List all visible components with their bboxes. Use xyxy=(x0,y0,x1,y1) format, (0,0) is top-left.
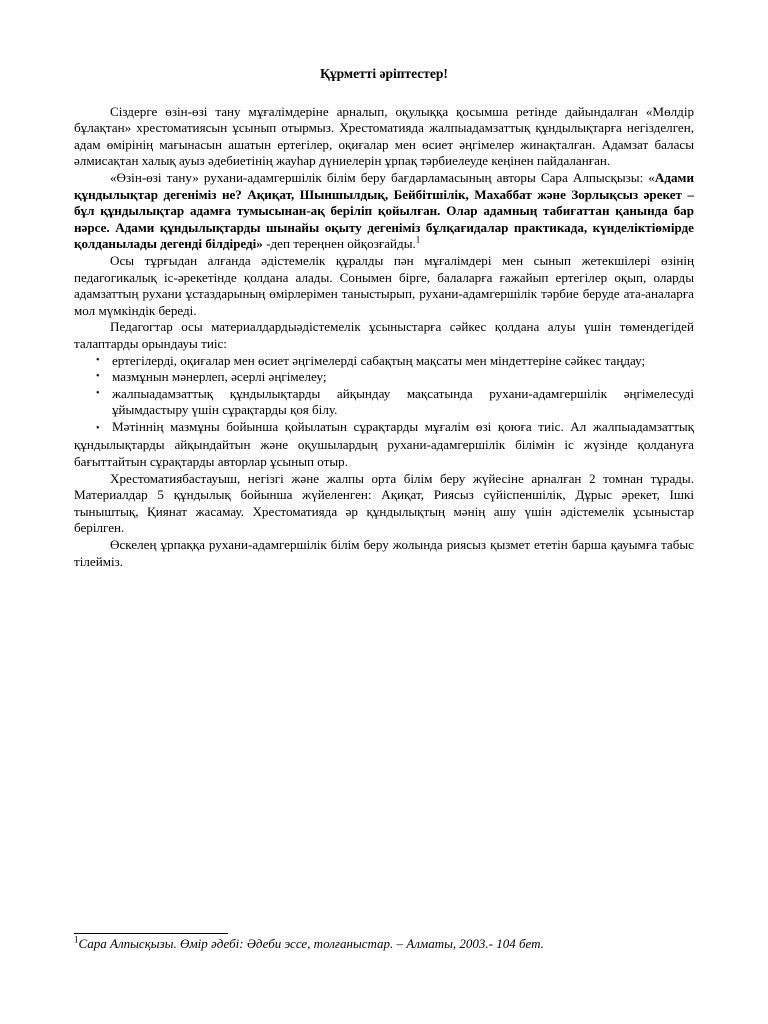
footnote-mark: 1 xyxy=(74,934,79,945)
page-title: Құрметті әріптестер! xyxy=(320,66,448,81)
footnote-reference: 1 xyxy=(415,234,421,245)
paragraph-quote xyxy=(74,170,694,253)
list-item-text: жалпыадамзаттық құндылықтарды айқындау мақсатында рухани-адамгершілік әңгімелесуді ұйымдастыру үшін сұрақтарды қоя білу. xyxy=(112,385,694,418)
list-item xyxy=(74,386,694,419)
list-item xyxy=(74,419,694,471)
list-item-text: ертегілерді, оқиғалар мен өсиет әңгімелерді сабақтың мақсаты мен міндеттеріне сәйкес таңдау; xyxy=(112,352,646,368)
footnote-text: Сара Алпысқызы. Өмір әдебі: Әдеби эссе, толғаныстар. – Алматы, 2003.- 104 бет. xyxy=(78,936,544,951)
footnote xyxy=(74,936,694,952)
bullet-icon: • xyxy=(96,387,100,399)
quote-end: -деп тереңнен ойқозғайды. xyxy=(262,236,416,252)
paragraph-structure: Хрестоматиябастауыш, негізгі және жалпы орта білім беру жүйесіне арналған 2 томнан тұрады. Материалдар 5 құндылық бойынша жүйеленген: Ақиқат, Риясыз сүйіспеншілік, Дұрыс әрекет, Ішкі тыныштық, Қиянат жасамау. Хрестоматияда әр құндылықтың мәнің ашу үшін әдістемелік ұсыныстар берілген. xyxy=(74,470,694,536)
list-item xyxy=(74,353,694,370)
paragraph-closing: Өскелең ұрпаққа рухани-адамгершілік білім беру жолында риясыз қызмет ететін барша қауымға табыс тілейміз. xyxy=(74,537,694,569)
document-body xyxy=(74,66,694,570)
paragraph-requirements: Педагогтар осы материалдардыәдістемелік ұсыныстарға сәйкес қолдана алуы үшін төмендегідей талаптарды орындауы тиіс: xyxy=(74,319,694,351)
paragraph-intro: Сіздерге өзін-өзі тану мұғалімдеріне арналып, оқулыққа қосымша ретінде дайындалған «Мөлдір бұлақтан» хрестоматиясын ұсынып отырмыз. Хрестоматияда жалпыадамзаттық құндылықтарға негізделген, адам өмірінің мағынасын ашатын ертегілер, оқиғалар мен өсиет әңгімелер жинақталған. Адамзат баласы әлмисақтан халық ауыз әдебиетінің жауһар дүниелерін ұрпақ тәрбиелеуде кеңінен пайдаланған. xyxy=(74,103,694,169)
list-item xyxy=(74,369,694,386)
list-item-text: мазмұнын мәнерлеп, әсерлі әңгімелеу; xyxy=(112,369,327,385)
bullet-icon: • xyxy=(96,422,100,434)
footnote-divider xyxy=(74,933,228,934)
bullet-icon: • xyxy=(96,371,100,383)
bullet-icon: • xyxy=(96,354,100,366)
quote-intro: «Өзін-өзі тану» рухани-адамгершілік білім беру бағдарламасының авторы Сара Алпысқызы: « xyxy=(110,169,655,185)
list-item-text: Мәтіннің мазмұны бойынша қойылатын сұрақтарды мұғалім өзі қоюға тиіс. Ал жалпыадамзаттық құндылықтарды айқындайтын және оқушылардың рухани-адамгершілік білімін іс жүзінде қолдануға бағыттайтын сұрақтарды авторлар ұсынып отыр. xyxy=(74,418,694,470)
quote-bold: Адами құндылықтар дегеніміз не? Ақиқат, Шыншылдық, Бейбітшілік, Махаббат және Зорлықсыз әрекет – бұл құндылықтар адамға тумысынан-ақ беріліп қойылған. Олар адамның табиғаттан қанында бар нәрсе. Адами құндылықтарды шынайы оқыту дегеніміз бұлқағидалар практикада, күнделіктіөмірде қолданылады дегенді білдіреді» xyxy=(74,169,694,252)
paragraph-methodology: Осы тұрғыдан алғанда әдістемелік құралды пән мұғалімдері мен сынып жетекшілері өзінің педагогикалық іс-әрекетінде қолдана алады. Сонымен бірге, балаларға ғажайып ертегілер оқып, оларды адамзаттың рухани ұстаздарының өмірлерімен таныстырып, рухани-адамгершілік тәрбие беруде ата-аналарға мол мүмкіндік береді. xyxy=(74,252,694,318)
